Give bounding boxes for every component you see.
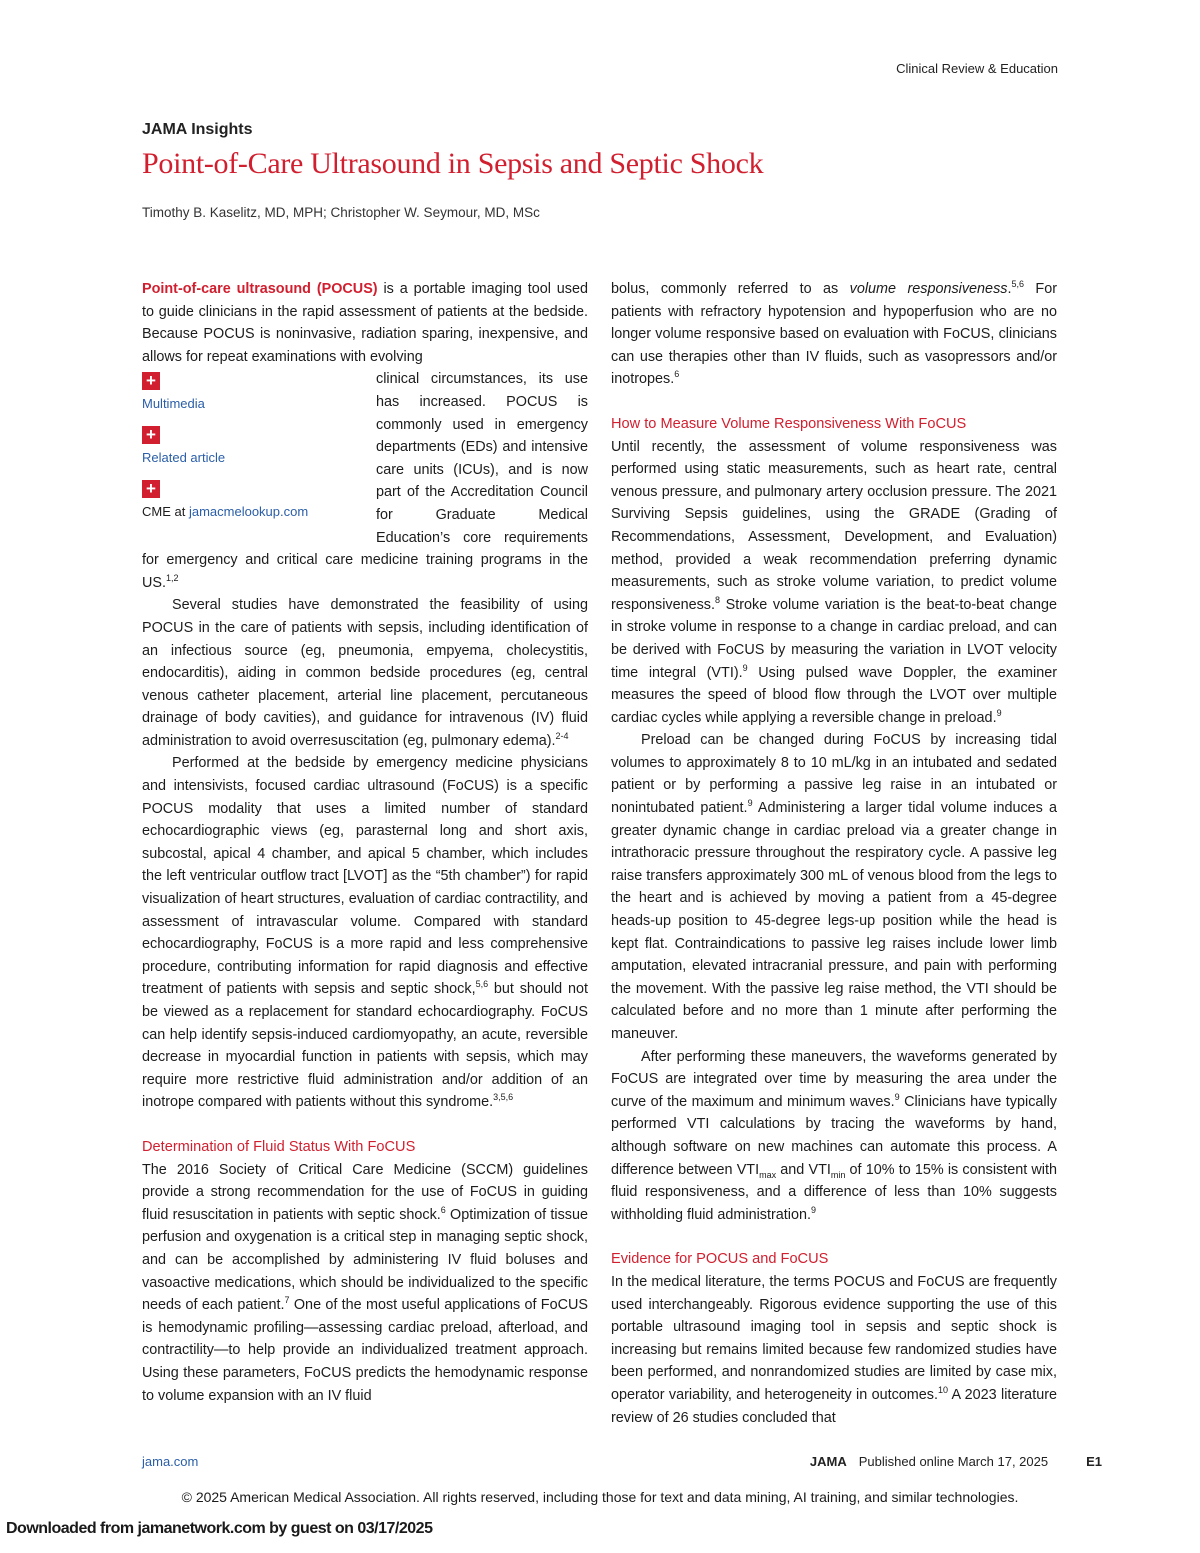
journal-name: JAMA: [809, 1454, 847, 1469]
paragraph-intro-start: [142, 278, 588, 368]
series-label: JAMA Insights: [142, 121, 253, 138]
right-column: [611, 278, 1057, 1429]
related-sidebar-box: [142, 372, 374, 534]
paragraph-text: Several studies have demonstrated the feasibility of using POCUS in the care of patients with sepsis, including identification of an infectious source (eg, pneumonia, empyema, cholecystitis, endocarditis), aiding in common bedside procedures (eg, central venous catheter placement, arterial line placement, percutaneous drainage of body cavities), and guidance for intravenous (IV) fluid administration to avoid overresuscitation (eg, pulmonary edema).: [142, 597, 588, 749]
paragraph: [611, 729, 1057, 1045]
paragraph: [142, 594, 588, 752]
paragraph-intro-end: clinical circumstances, its use has increased. POCUS is commonly used in emergency departments (EDs) and intensive care units (ICUs), and is now part of the Accreditation Council for Graduate Medical Education’s core requirements for emergency and critical care medicine training programs in the US.$^{1,2}$: [142, 371, 588, 591]
publication-date: Published online March 17, 2025: [858, 1454, 1049, 1469]
paragraph-text: bolus, commonly referred to as: [611, 281, 850, 297]
paragraph-text: One of the most useful applications of FoCUS is hemodynamic profiling—assessing cardiac preload, afterload, and contractility—to help provide an individualized treatment approach. Using these parameters, FoCUS predicts the hemodynamic response to volume expansion with an IV fluid: [142, 1297, 588, 1404]
paragraph-text: Performed at the bedside by emergency medicine physicians and intensivists, focused cardiac ultrasound (FoCUS) is a specific POCUS modality that uses a limited number of standard echocardiographic views (eg, parasternal long and short axis, subcostal, apical 4 chamber, and apical 5 chamber, which includes the left ventricular outflow tract [LVOT] as the “5th chamber”) for rapid visualization of heart structures, evaluation of cardiac contractility, and assessment of intravascular volume. Compared with standard echocardiography, FoCUS is a more rapid and less comprehensive procedure, contributing information for rapid diagnosis and effective treatment of patients with sepsis and septic shock,: [142, 755, 588, 998]
lead-term-bold: Point-of-care ultrasound (POCUS): [142, 281, 378, 297]
section-label: Clinical Review & Education: [896, 61, 1058, 76]
paragraph-text: and VTI: [776, 1161, 831, 1178]
multimedia-item[interactable]: [142, 372, 374, 412]
related-article-link[interactable]: Related article: [142, 450, 226, 466]
page-number: E1: [1086, 1454, 1102, 1469]
reference: 9: [810, 1204, 816, 1215]
paragraph: [611, 1271, 1057, 1429]
reference: 6: [440, 1204, 446, 1215]
paragraph: [142, 752, 588, 1114]
paragraph-text: Administering a larger tidal volume induces a greater dynamic change in cardiac preload via a greater change in intrathoracic pressure throughout the respiratory cycle. A passive leg raise transfers approximately 300 mL of venous blood from the legs to the heart and is achieved by moving a patient from a 45-degree heads-up position to 45-degree legs-up position while the head is kept flat. Contraindications to passive leg raises include lower limb amputation, elevated intracranial pressure, and pain with performing the movement. With the passive leg raise method, the VTI should be calculated before and no more than 1 minute after performing the maneuver.: [611, 800, 1058, 1042]
subscript: max: [759, 1169, 777, 1180]
reference: 3,5,6: [493, 1092, 514, 1103]
paragraph-text: but should not be viewed as a replacement for standard echocardiography. FoCUS can help identify sepsis-induced cardiomyopathy, an acute, reversible decrease in myocardial function in patients with sepsis, which may require more restrictive fluid administration and/or addition of an inotrope compared with patients without this syndrome.: [142, 981, 588, 1111]
paragraph-text: Optimization of tissue perfusion and oxygenation is a critical step in managing septic shock, and can be accomplished by administering IV fluid boluses and vasoactive medications, which should be individualized to the specific needs of each patient.: [142, 1206, 588, 1314]
reference: 1,2: [166, 572, 179, 583]
paragraph: bolus, commonly referred to as volume responsiveness.$^{5,6}$ For patients with refractory hypotension and hypoperfusion who are no longer volume responsive based on evaluation with FoCUS, clinicians can use therapies other than IV fluids, such as vasopressors and/or inotropes.$^6$: [611, 279, 1057, 388]
download-stamp: Downloaded from jamanetwork.com by guest on 03/17/2025: [6, 1520, 433, 1537]
cme-link[interactable]: jamacmelookup.com: [188, 504, 309, 520]
reference: 9: [747, 798, 753, 809]
paragraph: [142, 1159, 588, 1408]
reference: 7: [284, 1295, 290, 1306]
plus-icon: +: [142, 480, 160, 498]
author-list: Timothy B. Kaselitz, MD, MPH; Christopher W. Seymour, MD, MSc: [142, 205, 540, 220]
paragraph-text: of 10% to 15% is consistent with fluid responsiveness, and a difference of less than 10% suggests withholding fluid administration.: [611, 1161, 1057, 1223]
reference: 10: [937, 1385, 948, 1396]
paragraph: [611, 436, 1057, 730]
plus-icon: +: [142, 372, 160, 390]
paragraph-text: Using pulsed wave Doppler, the examiner measures the speed of blood flow through the LVOT over multiple cardiac cycles while applying a reversible change in preload.: [611, 664, 1057, 726]
site-link[interactable]: jama.com: [142, 1454, 199, 1469]
multimedia-link[interactable]: Multimedia: [142, 396, 205, 412]
reference: 6: [674, 369, 680, 380]
reference: 5,6: [475, 979, 489, 990]
reference: 8: [715, 594, 721, 605]
reference: 9: [894, 1091, 900, 1102]
copyright-notice: © 2025 American Medical Association. All rights reserved, including those for text and data mining, AI training, and similar technologies.: [181, 1489, 1019, 1505]
plus-icon: +: [142, 426, 160, 444]
section-heading: How to Measure Volume Responsiveness With FoCUS: [611, 415, 967, 432]
paragraph-text: Stroke volume variation is the beat-to-beat change in stroke volume in response to a change in cardiac preload, and can be derived with FoCUS by measuring the variation in LVOT velocity time integral (VTI).: [611, 596, 1057, 681]
paragraph: [611, 1046, 1057, 1227]
paragraph-text: For patients with refractory hypotension and hypoperfusion who are no longer volume responsive based on evaluation with FoCUS, clinicians can use therapies other than IV fluids, such as vasopressors and/or inotropes.: [611, 281, 1057, 388]
intro-text-start: is a portable imaging tool used to guide clinicians in the rapid assessment of patients at the bedside. Because POCUS is noninvasive, radiation sparing, inexpensive, and allows for repeat examinations with evolving: [142, 281, 588, 365]
cme-item[interactable]: [142, 480, 374, 520]
paragraph-text: Clinicians have typically performed VTI calculations by tracing the waveforms by hand, although software on new machines can automate this process. A difference between VTI: [611, 1093, 1057, 1178]
cme-prefix: CME at: [142, 504, 189, 520]
article-title: Point-of-Care Ultrasound in Sepsis and Septic Shock: [142, 147, 764, 180]
reference: 2-4: [555, 731, 569, 742]
reference: 5,6: [1011, 279, 1024, 290]
related-article-item[interactable]: [142, 426, 374, 466]
section-heading: Determination of Fluid Status With FoCUS: [142, 1138, 416, 1155]
paragraph-text: Preload can be changed during FoCUS by increasing tidal volumes to approximately 8 to 10 mL/kg in an intubated and sedated patient or by performing a passive leg raise in an intubated or nonintubated patient.: [611, 732, 1057, 817]
subscript: min: [830, 1169, 846, 1180]
paragraph-text: Until recently, the assessment of volume responsiveness was performed using static measurements, such as heart rate, central venous pressure, and pulmonary artery occlusion pressure. The 2021 Surviving Sepsis guidelines, using the GRADE (Grading of Recommendations, Assessment, Development, and Evaluation) method, provided a weak recommendation preferring dynamic measurements, such as stroke volume variation, to predict volume responsiveness.: [611, 438, 1057, 613]
page-footer: [810, 1454, 1102, 1469]
italic-term: volume responsiveness: [849, 281, 1008, 297]
paragraph-text: In the medical literature, the terms POCUS and FoCUS are frequently used interchangeably. Rigorous evidence supporting the use of this portable ultrasound imaging tool in sepsis and septic shock is increasing but remains limited because few randomized studies have been performed, and nonrandomized studies are limited by case mix, operator variability, and heterogeneity in outcomes.: [611, 1273, 1057, 1403]
paragraph-text: The 2016 Society of Critical Care Medicine (SCCM) guidelines provide a strong recommendation for the use of FoCUS in guiding fluid resuscitation in patients with septic shock.: [142, 1161, 588, 1223]
paragraph-text: A 2023 literature review of 26 studies concluded that: [611, 1386, 1057, 1426]
reference: 9: [742, 662, 748, 673]
section-heading: Evidence for POCUS and FoCUS: [611, 1251, 829, 1268]
reference: 9: [996, 707, 1002, 718]
left-column-body: [142, 278, 588, 1407]
paragraph-text: After performing these maneuvers, the waveforms generated by FoCUS are integrated over time by measuring the area under the curve of the maximum and minimum waves.: [611, 1048, 1057, 1110]
